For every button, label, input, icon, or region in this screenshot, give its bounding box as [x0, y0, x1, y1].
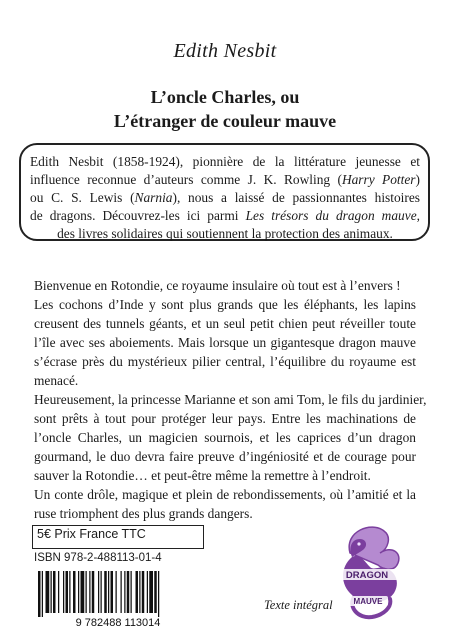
barcode-bar — [89, 571, 90, 613]
barcode-bar — [121, 571, 122, 613]
barcode-bar — [46, 571, 50, 613]
barcode-bar — [111, 571, 114, 613]
barcode-bar — [139, 571, 140, 613]
book-title-line-1: L’oncle Charles, ou — [150, 87, 300, 107]
barcode-bar — [81, 571, 85, 613]
barcode — [32, 569, 204, 629]
barcode-bar — [69, 571, 70, 613]
author-info-line: influence reconnue d’auteurs comme J. K. Rowling (Harry Potter) — [30, 172, 420, 187]
barcode-bar — [149, 571, 153, 613]
barcode-bar — [53, 571, 56, 613]
edition-note: Texte intégral — [264, 598, 333, 612]
barcode-bar — [42, 571, 43, 617]
summary-line: l’oncle Charles, un magicien sournois, et les caprices d’un dragon — [34, 430, 416, 445]
barcode-bar — [63, 571, 64, 613]
barcode-bar — [98, 571, 99, 613]
summary-line: s’écrase près du mystérieux pilier central, l’équilibre du royaume est — [34, 354, 416, 369]
summary-line: menacé. — [34, 373, 79, 388]
barcode-bar — [86, 571, 87, 613]
barcode-bar — [73, 571, 76, 613]
barcode-bar — [78, 571, 79, 613]
barcode-digits: 9 782488 113014 — [75, 617, 161, 629]
book-title-line-2: L’étranger de couleur mauve — [113, 111, 337, 131]
barcode-bar — [131, 571, 132, 613]
summary-line: Un conte drôle, magique et plein de rebondissements, où l’amitié et la — [34, 487, 416, 502]
author-info-line: des livres solidaires qui soutiennent la protection des animaux. — [57, 226, 393, 241]
barcode-bar — [58, 571, 59, 613]
barcode-bar — [38, 571, 41, 617]
barcode-bar — [108, 571, 109, 613]
barcode-bar — [136, 571, 139, 613]
author-info-line: Edith Nesbit (1858-1924), pionnière de la littérature jeunesse et — [30, 154, 420, 169]
summary-line: l’île avec ses aboiements. Mais lorsque un gigantesque dragon mauve — [34, 335, 416, 350]
barcode-bar — [51, 571, 52, 613]
barcode-bar — [147, 571, 148, 613]
author-info-line: ou C. S. Lewis (Narnia), nous a laissé de passionnantes histoires — [30, 190, 420, 205]
dragon-eye — [357, 542, 360, 545]
summary-line: Les cochons d’Inde y sont plus grands que les éléphants, les lapins — [34, 297, 416, 312]
barcode-bar — [116, 571, 117, 613]
barcode-bar — [142, 571, 145, 613]
author-name: Edith Nesbit — [173, 40, 277, 62]
logo-text-bottom: MAUVE — [353, 597, 383, 606]
summary-line: sont prêts à tout pour protéger leur pays. Entre les machinations de — [34, 411, 416, 426]
barcode-bar — [127, 571, 130, 613]
barcode-bar — [158, 571, 159, 617]
barcode-bar — [92, 571, 95, 613]
barcode-bar — [124, 571, 125, 613]
summary-line: gourmand, le duo devra faire preuve d’ingéniosité et de courage pour — [34, 449, 416, 464]
logo-text-top: DRAGON — [345, 570, 389, 581]
summary-line: sauver la Rotondie… et peut-être même la remettre à l’endroit. — [34, 468, 371, 483]
summary-line: ruse triomphent des plus grands dangers. — [34, 506, 253, 521]
isbn-label: ISBN 978-2-488113-01-4 — [34, 552, 162, 564]
price-label: 5€ Prix France TTC — [37, 527, 146, 541]
barcode-bar — [154, 571, 157, 613]
summary-line: Heureusement, la princesse Marianne et son ami Tom, le fils du jardinier, — [34, 392, 427, 407]
barcode-bar — [101, 571, 102, 613]
barcode-bar — [104, 571, 107, 613]
dragon-mauve-logo — [322, 523, 418, 623]
author-info-line: de dragons. Découvrez-les ici parmi Les trésors du dragon mauve, — [30, 208, 420, 223]
barcode-bar — [66, 571, 69, 613]
summary-line: creusent des tunnels géants, et un seul petit chien peut réveiller toute — [34, 316, 416, 331]
summary-line: Bienvenue en Rotondie, ce royaume insulaire où tout est à l’envers ! — [34, 278, 401, 293]
